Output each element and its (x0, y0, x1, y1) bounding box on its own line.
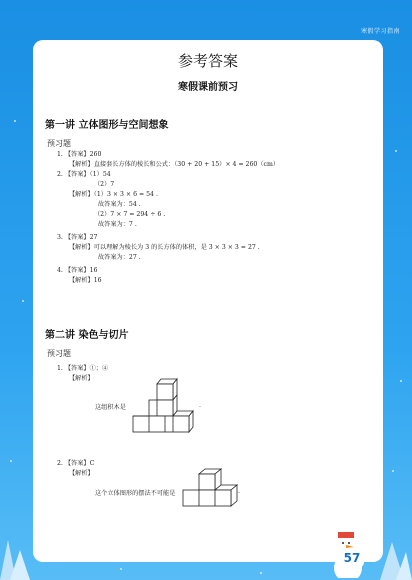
lecture2-title: 第二讲 染色与切片 (45, 330, 129, 341)
l1-q1-answer: 1. 【答案】260 (57, 151, 102, 158)
lecture1-section: 预习题 (47, 139, 71, 148)
l2-q2-explain: 【解析】 (69, 470, 94, 477)
l2-q2-caption: 这个立体图形的摆法不可能是 (95, 490, 176, 497)
l1-q2-result1: 故答案为：54 . (98, 201, 141, 208)
l2-q1-caption: 这组积木是 (95, 404, 126, 411)
lecture1-title: 第一讲 立体图形与空间想象 (45, 120, 169, 131)
l2-q2-period: . (238, 488, 240, 495)
l1-q1-explain: 【解析】直接套长方体的棱长和公式：（30 + 20 + 15）× 4 = 260（cm） (69, 161, 280, 168)
l1-q3-explain: 【解析】可以理解为棱长为 3 的长方体的体积，是 3 × 3 × 3 = 27 . (69, 244, 260, 251)
page-number: 57 (340, 548, 364, 568)
page-subtitle: 寒假课前预习 (178, 82, 238, 93)
l1-q2-answer: 2. 【答案】（1）54 (57, 171, 111, 178)
lecture2-section: 预习题 (47, 349, 71, 358)
header-tag: 寒假学习指南 (360, 28, 400, 35)
l2-q1-explain: 【解析】 (69, 375, 94, 382)
l1-q2-explain: 【解析】（1）3 × 3 × 6 = 54 . (69, 191, 158, 198)
l2-q1-period: . (199, 402, 201, 409)
l1-q2-explain2: （2）7 × 7 = 294 ÷ 6 . (94, 211, 166, 218)
answer-card (33, 40, 383, 562)
l1-q3-result: 故答案为：27 . (98, 254, 141, 261)
l1-q4-explain: 【解析】16 (69, 277, 102, 284)
l2-q2-answer: 2. 【答案】C (57, 460, 95, 467)
l1-q2-result2: 故答案为：7 . (98, 221, 137, 228)
l2-q1-answer: 1. 【答案】①；④ (57, 365, 109, 372)
cube-stack-figure-1 (131, 374, 201, 438)
cube-stack-figure-2 (181, 468, 241, 514)
l1-q2-answer-part2: （2）7 (94, 181, 115, 188)
l1-q4-answer: 4. 【答案】16 (57, 267, 98, 274)
page-title: 参考答案 (177, 52, 238, 70)
l1-q3-answer: 3. 【答案】27 (57, 234, 98, 241)
